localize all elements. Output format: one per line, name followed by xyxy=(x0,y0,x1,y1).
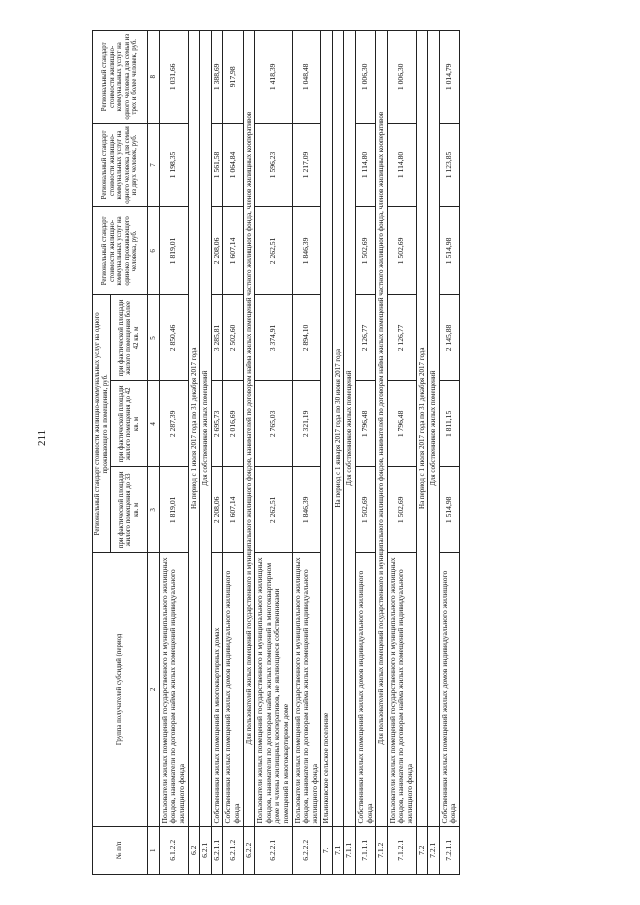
header-three: Региональный стандарт стоимости жилищно-коммунальных услуг на одного человека для семьи из трех и более человек, руб. xyxy=(93,31,148,124)
standard-value: 1 796,48 xyxy=(356,381,376,467)
standard-value: 2 208,06 xyxy=(211,207,223,295)
column-number-row xyxy=(148,31,160,875)
rotated-table-sheet xyxy=(92,30,562,875)
period-label: Для пользователей жилых помещений государственного и муниципального жилищного фондов, нанимателей по договорам найма жилых помещений частного жилищного фонда, членов жилищных кооперативов xyxy=(376,31,388,827)
standard-value: 2 321,19 xyxy=(292,381,321,467)
row-number: 6.1.2.2 xyxy=(159,826,188,874)
standard-value: 1 846,39 xyxy=(292,207,321,295)
column-number: 4 xyxy=(148,381,160,467)
table-row xyxy=(292,31,321,875)
row-number: 6.2.2.2 xyxy=(292,826,321,874)
recipient-group: Собственники жилых помещений жилых домов индивидуального жилищного фонда xyxy=(439,553,459,826)
row-number: 7.1.2.1 xyxy=(387,826,416,874)
recipient-group: Собственники жилых помещений в многоквартирных домах xyxy=(211,553,223,826)
recipient-group: Собственники жилых помещений жилых домов индивидуального жилищного фонда xyxy=(223,553,243,826)
standard-value: 1 846,39 xyxy=(292,467,321,553)
standard-value: 1 114,80 xyxy=(387,123,416,207)
standard-value: 1 502,69 xyxy=(356,467,376,553)
row-number: 6.2 xyxy=(188,826,200,874)
header-num: № п/п xyxy=(93,826,148,874)
period-row xyxy=(200,31,212,875)
standard-value: 2 502,60 xyxy=(223,295,243,381)
standard-value: 2 765,03 xyxy=(255,381,292,467)
standard-value: 2 016,69 xyxy=(223,381,243,467)
period-label: На период с 1 июля 2017 года по 31 декабря 2017 года xyxy=(188,31,200,827)
period-label: На период с 1 января 2017 года по 30 июня 2017 года xyxy=(332,31,344,827)
standard-value: 1 217,09 xyxy=(292,123,321,207)
period-row xyxy=(416,31,428,875)
standard-value: 1 006,30 xyxy=(387,31,416,124)
standard-value: 1 388,69 xyxy=(211,31,223,124)
header-standard-group: Региональный стандарт стоимости жилищно-коммунальных услуг на одного проживающего в помещении, руб. xyxy=(93,295,111,553)
recipient-group: Пользователи жилых помещений государственного и муниципального жилищных фондов, наниматели по договорам найма жилых помещений индивидуального жилищного фонда xyxy=(159,553,188,826)
period-row xyxy=(243,31,255,875)
row-number: 6.2.1 xyxy=(200,826,212,874)
row-number: 6.2.2 xyxy=(243,826,255,874)
column-number: 5 xyxy=(148,295,160,381)
standard-value: 3 374,91 xyxy=(255,295,292,381)
table-row xyxy=(439,31,459,875)
recipient-group: Собственники жилых помещений жилых домов индивидуального жилищного фонда xyxy=(356,553,376,826)
standard-value: 1 514,98 xyxy=(439,467,459,553)
standard-value: 1 514,98 xyxy=(439,207,459,295)
header-area-42: при фактической площади жилого помещения до 42 кв. м xyxy=(111,381,148,467)
header-area-over42: при фактической площади жилого помещения более 42 кв. м xyxy=(111,295,148,381)
standard-value: 917,98 xyxy=(223,31,243,124)
row-number: 7.2 xyxy=(416,826,428,874)
header-group: Группа получателей субсидий (период xyxy=(93,553,148,826)
standard-value: 1 819,01 xyxy=(159,207,188,295)
standard-value: 1 031,66 xyxy=(159,31,188,124)
standard-value: 2 262,51 xyxy=(255,207,292,295)
column-number: 1 xyxy=(148,826,160,874)
standard-value: 2 126,77 xyxy=(356,295,376,381)
standard-value: 1 819,01 xyxy=(159,467,188,553)
standard-value: 1 561,58 xyxy=(211,123,223,207)
standard-value: 2 145,88 xyxy=(439,295,459,381)
standard-value: 2 287,39 xyxy=(159,381,188,467)
row-number: 7.2.1 xyxy=(428,826,440,874)
column-number: 8 xyxy=(148,31,160,124)
standard-value: 1 014,79 xyxy=(439,31,459,124)
header-area-33: при фактической площади жилого помещения до 33 кв. м xyxy=(111,467,148,553)
row-number: 6.2.1.2 xyxy=(223,826,243,874)
settlement-title-row xyxy=(321,31,333,875)
standard-value: 1 123,85 xyxy=(439,123,459,207)
column-number: 2 xyxy=(148,553,160,826)
standard-value: 1 418,39 xyxy=(255,31,292,124)
standard-value: 2 850,46 xyxy=(159,295,188,381)
period-row xyxy=(376,31,388,875)
period-row xyxy=(188,31,200,875)
period-label: Для пользователей жилых помещений государственного и муниципального жилищного фондов, нанимателей по договорам найма жилых помещений частного жилищного фонда, членов жилищных кооперативов xyxy=(243,31,255,827)
row-number: 7. xyxy=(321,826,333,874)
standard-value: 1 198,35 xyxy=(159,123,188,207)
row-number: 7.2.1.1 xyxy=(439,826,459,874)
standard-value: 2 894,10 xyxy=(292,295,321,381)
table-row xyxy=(223,31,243,875)
column-number: 6 xyxy=(148,207,160,295)
row-number: 7.1 xyxy=(332,826,344,874)
standard-value: 2 262,51 xyxy=(255,467,292,553)
period-label: На период с 1 июля 2017 года по 31 декабря 2017 года xyxy=(416,31,428,827)
table-body xyxy=(159,31,459,875)
standard-value: 2 126,77 xyxy=(387,295,416,381)
table-row xyxy=(211,31,223,875)
header-single: Региональный стандарт стоимости жилищно-коммунальных услуг на одиноко проживающего человека, руб. xyxy=(93,207,148,295)
period-row xyxy=(332,31,344,875)
column-number: 7 xyxy=(148,123,160,207)
recipient-group: Пользователи жилых помещений государственного и муниципального жилищных фондов, наниматели по договорам найма жилых помещений в многоквартирном доме и члены жилищных кооперативов, не являющиеся собственниками помещений в многоквартирном доме xyxy=(255,553,292,826)
table-row xyxy=(159,31,188,875)
column-number: 3 xyxy=(148,467,160,553)
period-label: Для собственников жилых помещений xyxy=(428,31,440,827)
standard-value: 1 064,84 xyxy=(223,123,243,207)
recipient-group: Пользователи жилых помещений государственного и муниципального жилищных фондов, наниматели по договорам найма жилых помещений индивидуального жилищного фонда xyxy=(292,553,321,826)
standard-value: 1 048,48 xyxy=(292,31,321,124)
period-label: Для собственников жилых помещений xyxy=(344,31,356,827)
standard-value: 1 006,30 xyxy=(356,31,376,124)
row-number: 6.2.1.1 xyxy=(211,826,223,874)
header-two: Региональный стандарт стоимости жилищно-коммунальных услуг на одного человека для семьи из двух человек, руб. xyxy=(93,123,148,207)
settlement-title: Ильинковское сельское поселение xyxy=(321,31,333,827)
page-number: 211 xyxy=(36,429,48,446)
header-row-1 xyxy=(93,31,111,875)
period-label: Для собственников жилых помещений xyxy=(200,31,212,827)
standard-value: 2 208,06 xyxy=(211,467,223,553)
standard-value: 1 596,23 xyxy=(255,123,292,207)
row-number: 7.1.2 xyxy=(376,826,388,874)
row-number: 7.1.1 xyxy=(344,826,356,874)
standard-value: 1 114,80 xyxy=(356,123,376,207)
standard-value: 3 285,81 xyxy=(211,295,223,381)
recipient-group: Пользователи жилых помещений государственного и муниципального жилищных фондов, наниматели по договорам найма жилых помещений индивидуального жилищного фонда xyxy=(387,553,416,826)
table-row xyxy=(387,31,416,875)
standard-value: 1 796,48 xyxy=(387,381,416,467)
table-row xyxy=(255,31,292,875)
standard-value: 1 607,14 xyxy=(223,207,243,295)
standard-value: 1 502,69 xyxy=(356,207,376,295)
standard-value: 1 502,69 xyxy=(387,467,416,553)
standard-value: 1 607,14 xyxy=(223,467,243,553)
standard-value: 1 502,69 xyxy=(387,207,416,295)
standards-table xyxy=(92,30,460,875)
period-row xyxy=(428,31,440,875)
table-row xyxy=(356,31,376,875)
row-number: 7.1.1.1 xyxy=(356,826,376,874)
row-number: 6.2.2.1 xyxy=(255,826,292,874)
period-row xyxy=(344,31,356,875)
standard-value: 1 811,15 xyxy=(439,381,459,467)
standard-value: 2 695,73 xyxy=(211,381,223,467)
